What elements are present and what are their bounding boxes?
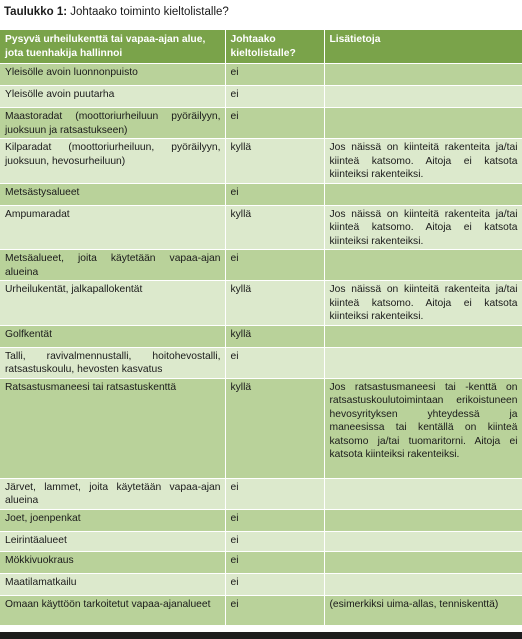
cell-area: Kilparadat (moottoriurheiluun, pyöräilyyn, juoksuun, hevosurheiluun) — [0, 139, 225, 184]
caption-text: Johtaako toiminto kieltolistalle? — [67, 6, 229, 18]
header-area: Pysyvä urheilukenttä tai vapaa-ajan alue, jota tuenhakija hallinnoi — [0, 30, 225, 64]
cell-area: Järvet, lammet, joita käytetään vapaa-ajan alueina — [0, 478, 225, 509]
table-row — [0, 183, 522, 205]
cell-answer: ei — [225, 531, 324, 551]
cell-area: Metsäalueet, joita käytetään vapaa-ajan alueina — [0, 250, 225, 281]
table-row — [0, 347, 522, 378]
table-row — [0, 573, 522, 595]
cell-area: Talli, ravivalmennustalli, hoitohevostalli, ratsastuskoulu, hevosten kasvatus — [0, 347, 225, 378]
table-row — [0, 478, 522, 509]
table-row — [0, 108, 522, 139]
cell-area: Mökkivuokraus — [0, 551, 225, 573]
cell-answer: kyllä — [225, 205, 324, 250]
cell-answer: ei — [225, 478, 324, 509]
cell-info — [324, 64, 522, 86]
cell-answer: kyllä — [225, 281, 324, 326]
bottom-border — [0, 632, 522, 639]
cell-info: (esimerkiksi uima-allas, tenniskenttä) — [324, 595, 522, 625]
cell-area: Joet, joenpenkat — [0, 509, 225, 531]
table-row — [0, 595, 522, 625]
cell-answer: ei — [225, 347, 324, 378]
cell-info — [324, 325, 522, 347]
table-row — [0, 509, 522, 531]
cell-info — [324, 108, 522, 139]
cell-answer: ei — [225, 573, 324, 595]
cell-area: Metsästysalueet — [0, 183, 225, 205]
cell-info — [324, 250, 522, 281]
cell-area: Maatilamatkailu — [0, 573, 225, 595]
cell-info — [324, 573, 522, 595]
cell-answer: ei — [225, 595, 324, 625]
cell-answer: ei — [225, 86, 324, 108]
header-info: Lisätietoja — [324, 30, 522, 64]
cell-answer: ei — [225, 250, 324, 281]
cell-info — [324, 478, 522, 509]
table-row — [0, 250, 522, 281]
table-row — [0, 86, 522, 108]
cell-info: Jos näissä on kiinteitä rakenteita ja/tai kiinteä katsomo. Aitoja ei katsota kiinteiksi rakenteiksi. — [324, 139, 522, 184]
table-row — [0, 325, 522, 347]
table-row — [0, 64, 522, 86]
cell-info: Jos näissä on kiinteitä rakenteita ja/tai kiinteä katsomo. Aitoja ei katsota kiinteiksi rakenteiksi. — [324, 281, 522, 326]
cell-answer: kyllä — [225, 139, 324, 184]
activity-table — [0, 30, 522, 625]
cell-info: Jos ratsastusmaneesi tai -kenttä on ratsastuskoulutoimintaan erikoistuneen hevosyrityksen yhteydessä ja maneesissa tai kentällä on kiinteä katsomo ja/tai tuomaritorni. Aitoja ei katsota kiinteiksi rakenteiksi. — [324, 378, 522, 478]
table-row — [0, 551, 522, 573]
cell-info: Jos näissä on kiinteitä rakenteita ja/tai kiinteä katsomo. Aitoja ei katsota kiinteiksi rakenteiksi. — [324, 205, 522, 250]
cell-info — [324, 531, 522, 551]
cell-area: Golfkentät — [0, 325, 225, 347]
cell-info — [324, 551, 522, 573]
cell-area: Urheilukentät, jalkapallokentät — [0, 281, 225, 326]
cell-area: Ratsastusmaneesi tai ratsastuskenttä — [0, 378, 225, 478]
table-row — [0, 205, 522, 250]
cell-answer: ei — [225, 551, 324, 573]
header-answer: Johtaako kieltolistalle? — [225, 30, 324, 64]
table-row — [0, 281, 522, 326]
cell-answer: ei — [225, 509, 324, 531]
table-header-row — [0, 30, 522, 64]
table-row — [0, 531, 522, 551]
cell-area: Ampumaradat — [0, 205, 225, 250]
table-caption — [4, 6, 229, 18]
cell-info — [324, 509, 522, 531]
cell-area: Leirintäalueet — [0, 531, 225, 551]
cell-area: Omaan käyttöön tarkoitetut vapaa-ajanalueet — [0, 595, 225, 625]
cell-answer: kyllä — [225, 325, 324, 347]
table-row — [0, 139, 522, 184]
table-row — [0, 378, 522, 478]
cell-info — [324, 183, 522, 205]
caption-label: Taulukko 1: — [4, 6, 68, 18]
cell-answer: ei — [225, 108, 324, 139]
cell-area: Yleisölle avoin puutarha — [0, 86, 225, 108]
cell-area: Yleisölle avoin luonnonpuisto — [0, 64, 225, 86]
cell-info — [324, 86, 522, 108]
cell-area: Maastoradat (moottoriurheiluun pyöräilyyn, juoksuun ja ratsastukseen) — [0, 108, 225, 139]
cell-info — [324, 347, 522, 378]
cell-answer: ei — [225, 64, 324, 86]
cell-answer: kyllä — [225, 378, 324, 478]
cell-answer: ei — [225, 183, 324, 205]
